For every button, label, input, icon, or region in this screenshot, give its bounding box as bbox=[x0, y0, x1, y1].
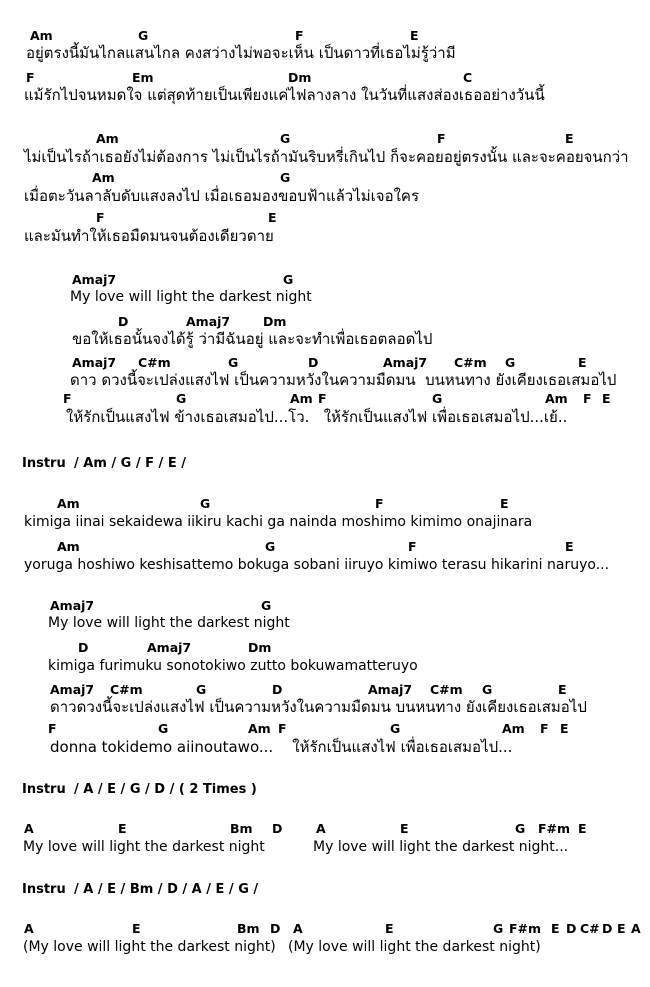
chord-label: Am bbox=[92, 170, 115, 185]
chord-label: D bbox=[602, 921, 613, 936]
lyric-line: ให้รักเป็นแสงไฟ ข้างเธอเสมอไป...โว. ให้รักเป็นแสงไฟ เพื่อเธอเสมอไป...เย้.. bbox=[66, 408, 568, 426]
chord-label: F bbox=[278, 721, 287, 736]
chord-label: Amaj7 bbox=[50, 682, 95, 697]
chord-label: F#m bbox=[509, 921, 542, 936]
chord-label: Amaj7 bbox=[186, 314, 231, 329]
chord-label: C#m bbox=[430, 682, 463, 697]
chord-label: G bbox=[158, 721, 169, 736]
chord-label: E bbox=[132, 921, 141, 936]
chord-label: G bbox=[283, 272, 294, 287]
chord-label: Dm bbox=[288, 70, 312, 85]
chord-label: C bbox=[463, 70, 473, 85]
chord-label: F bbox=[437, 131, 446, 146]
instru-chord-sequence: / Am / G / F / E / bbox=[74, 456, 186, 471]
chord-label: A bbox=[24, 821, 34, 836]
lyric-line: My love will light the darkest night bbox=[23, 839, 265, 855]
chord-label: E bbox=[558, 682, 567, 697]
instru-chord-sequence: / A / E / Bm / D / A / E / G / bbox=[74, 882, 259, 897]
lyric-line: My love will light the darkest night... bbox=[313, 839, 569, 855]
lyric-line: ดาวดวงนี้จะเปล่งแสงไฟ เป็นความหวังในความมืดมน บนหนทาง ยังเคียงเธอเสมอไป bbox=[50, 698, 587, 716]
chord-label: Am bbox=[545, 391, 568, 406]
lyric-line: ดาว ดวงนี้จะเปล่งแสงไฟ เป็นความหวังในความมืดมน บนหนทาง ยังเคียงเธอเสมอไป bbox=[70, 371, 617, 389]
chord-label: G bbox=[196, 682, 207, 697]
chord-label: F bbox=[375, 496, 384, 511]
chord-label: Amaj7 bbox=[50, 598, 95, 613]
chord-label: Am bbox=[57, 539, 80, 554]
chord-label: E bbox=[500, 496, 509, 511]
lyric-line: แม้รักไปจนหมดใจ แต่สุดท้ายเป็นเพียงแค่ไฟลางลาง ในวันที่แสงส่องเธออย่างวันนี้ bbox=[24, 86, 545, 104]
lyric-line: kimiga iinai sekaidewa iikiru kachi ga nainda moshimo kimimo onajinara bbox=[24, 514, 533, 530]
chord-label: D bbox=[270, 921, 281, 936]
chord-label: E bbox=[268, 210, 277, 225]
lyric-line: ขอให้เธอนั้นจงได้รู้ ว่ามีฉันอยู่ และจะทำเพื่อเธอตลอดไป bbox=[72, 330, 433, 348]
chord-label: D bbox=[118, 314, 129, 329]
lyric-line: (My love will light the darkest night) bbox=[23, 939, 276, 955]
chord-label: D bbox=[272, 821, 283, 836]
chord-label: G bbox=[200, 496, 211, 511]
chord-label: G bbox=[138, 28, 149, 43]
chord-label: Am bbox=[30, 28, 53, 43]
chord-label: E bbox=[410, 28, 419, 43]
chord-label: Bm bbox=[230, 821, 253, 836]
chord-label: G bbox=[515, 821, 526, 836]
chord-label: D bbox=[78, 640, 89, 655]
chord-label: G bbox=[482, 682, 493, 697]
instru-label: Instru bbox=[22, 456, 66, 471]
chord-label: E bbox=[560, 721, 569, 736]
chord-label: G bbox=[432, 391, 443, 406]
chord-label: G bbox=[280, 170, 291, 185]
chord-label: G bbox=[280, 131, 291, 146]
chord-label: D bbox=[272, 682, 283, 697]
chord-label: Amaj7 bbox=[147, 640, 192, 655]
chord-label: G bbox=[261, 598, 272, 613]
chord-label: Dm bbox=[248, 640, 272, 655]
instru-label: Instru bbox=[22, 782, 66, 797]
chord-label: F bbox=[48, 721, 57, 736]
chord-label: Am bbox=[248, 721, 271, 736]
chord-label: Am bbox=[96, 131, 119, 146]
chord-label: C#m bbox=[138, 355, 171, 370]
chord-label: G bbox=[176, 391, 187, 406]
chord-label: A bbox=[631, 921, 641, 936]
chord-label: Amaj7 bbox=[72, 272, 117, 287]
chord-label: F bbox=[96, 210, 105, 225]
chord-label: G bbox=[228, 355, 239, 370]
lyric-line: yoruga hoshiwo keshisattemo bokuga sobani iiruyo kimiwo terasu hikarini naruyo... bbox=[24, 557, 610, 573]
chord-label: G bbox=[493, 921, 504, 936]
chord-label: E bbox=[578, 355, 587, 370]
chord-label: Amaj7 bbox=[72, 355, 117, 370]
chord-label: C#m bbox=[110, 682, 143, 697]
lyric-line: (My love will light the darkest night) bbox=[288, 939, 541, 955]
chord-label: A bbox=[24, 921, 34, 936]
lyric-line: My love will light the darkest night bbox=[70, 289, 312, 305]
chord-label: Am bbox=[57, 496, 80, 511]
chord-label: Am bbox=[290, 391, 313, 406]
chord-label: F bbox=[540, 721, 549, 736]
chord-label: F#m bbox=[538, 821, 571, 836]
instru-label: Instru bbox=[22, 882, 66, 897]
chord-label: E bbox=[551, 921, 560, 936]
lyric-line: kimiga furimuku sonotokiwo zutto bokuwamatteruyo bbox=[48, 658, 418, 674]
lyric-line: ไม่เป็นไรถ้าเธอยังไม่ต้องการ ไม่เป็นไรถ้ามันริบหรี่เกินไป ก็จะคอยอยู่ตรงนั้น และจะคอยจนกว่า bbox=[24, 148, 629, 166]
chord-label: E bbox=[578, 821, 587, 836]
chord-label: E bbox=[385, 921, 394, 936]
chord-label: E bbox=[565, 539, 574, 554]
lyric-line: My love will light the darkest night bbox=[48, 615, 290, 631]
chord-label: A bbox=[293, 921, 303, 936]
chord-label: G bbox=[505, 355, 516, 370]
chord-label: Amaj7 bbox=[368, 682, 413, 697]
chord-label: Am bbox=[502, 721, 525, 736]
chord-label: G bbox=[265, 539, 276, 554]
instru-chord-sequence: / A / E / G / D / ( 2 Times ) bbox=[74, 782, 257, 797]
chord-label: Bm bbox=[237, 921, 260, 936]
chord-label: F bbox=[318, 391, 327, 406]
chord-label: C#m bbox=[454, 355, 487, 370]
chord-label: E bbox=[118, 821, 127, 836]
chord-label: E bbox=[400, 821, 409, 836]
lyric-line: และมันทำให้เธอมืดมนจนต้องเดียวดาย bbox=[24, 227, 274, 245]
chord-label: E bbox=[602, 391, 611, 406]
chord-label: D bbox=[308, 355, 319, 370]
lyric-line: อยู่ตรงนี้มันไกลแสนไกล คงสว่างไม่พอจะเห็น เป็นดาวที่เธอไม่รู้ว่ามี bbox=[26, 44, 456, 62]
chord-label: D bbox=[566, 921, 577, 936]
chord-label: C# bbox=[580, 921, 600, 936]
lyric-line: donna tokidemo aiinoutawo... ให้รักเป็นแสงไฟ เพื่อเธอเสมอไป... bbox=[50, 738, 513, 756]
chord-label: Em bbox=[132, 70, 154, 85]
chord-label: F bbox=[583, 391, 592, 406]
chord-label: F bbox=[295, 28, 304, 43]
chord-label: E bbox=[617, 921, 626, 936]
chord-label: Amaj7 bbox=[383, 355, 428, 370]
chord-label: Dm bbox=[263, 314, 287, 329]
chord-label: F bbox=[26, 70, 35, 85]
chord-label: F bbox=[408, 539, 417, 554]
lyric-line: เมื่อตะวันลาลับดับแสงลงไป เมื่อเธอมองขอบฟ้าแล้วไม่เจอใคร bbox=[24, 187, 420, 205]
chord-label: F bbox=[63, 391, 72, 406]
chord-label: E bbox=[565, 131, 574, 146]
chord-label: A bbox=[316, 821, 326, 836]
chord-label: G bbox=[390, 721, 401, 736]
